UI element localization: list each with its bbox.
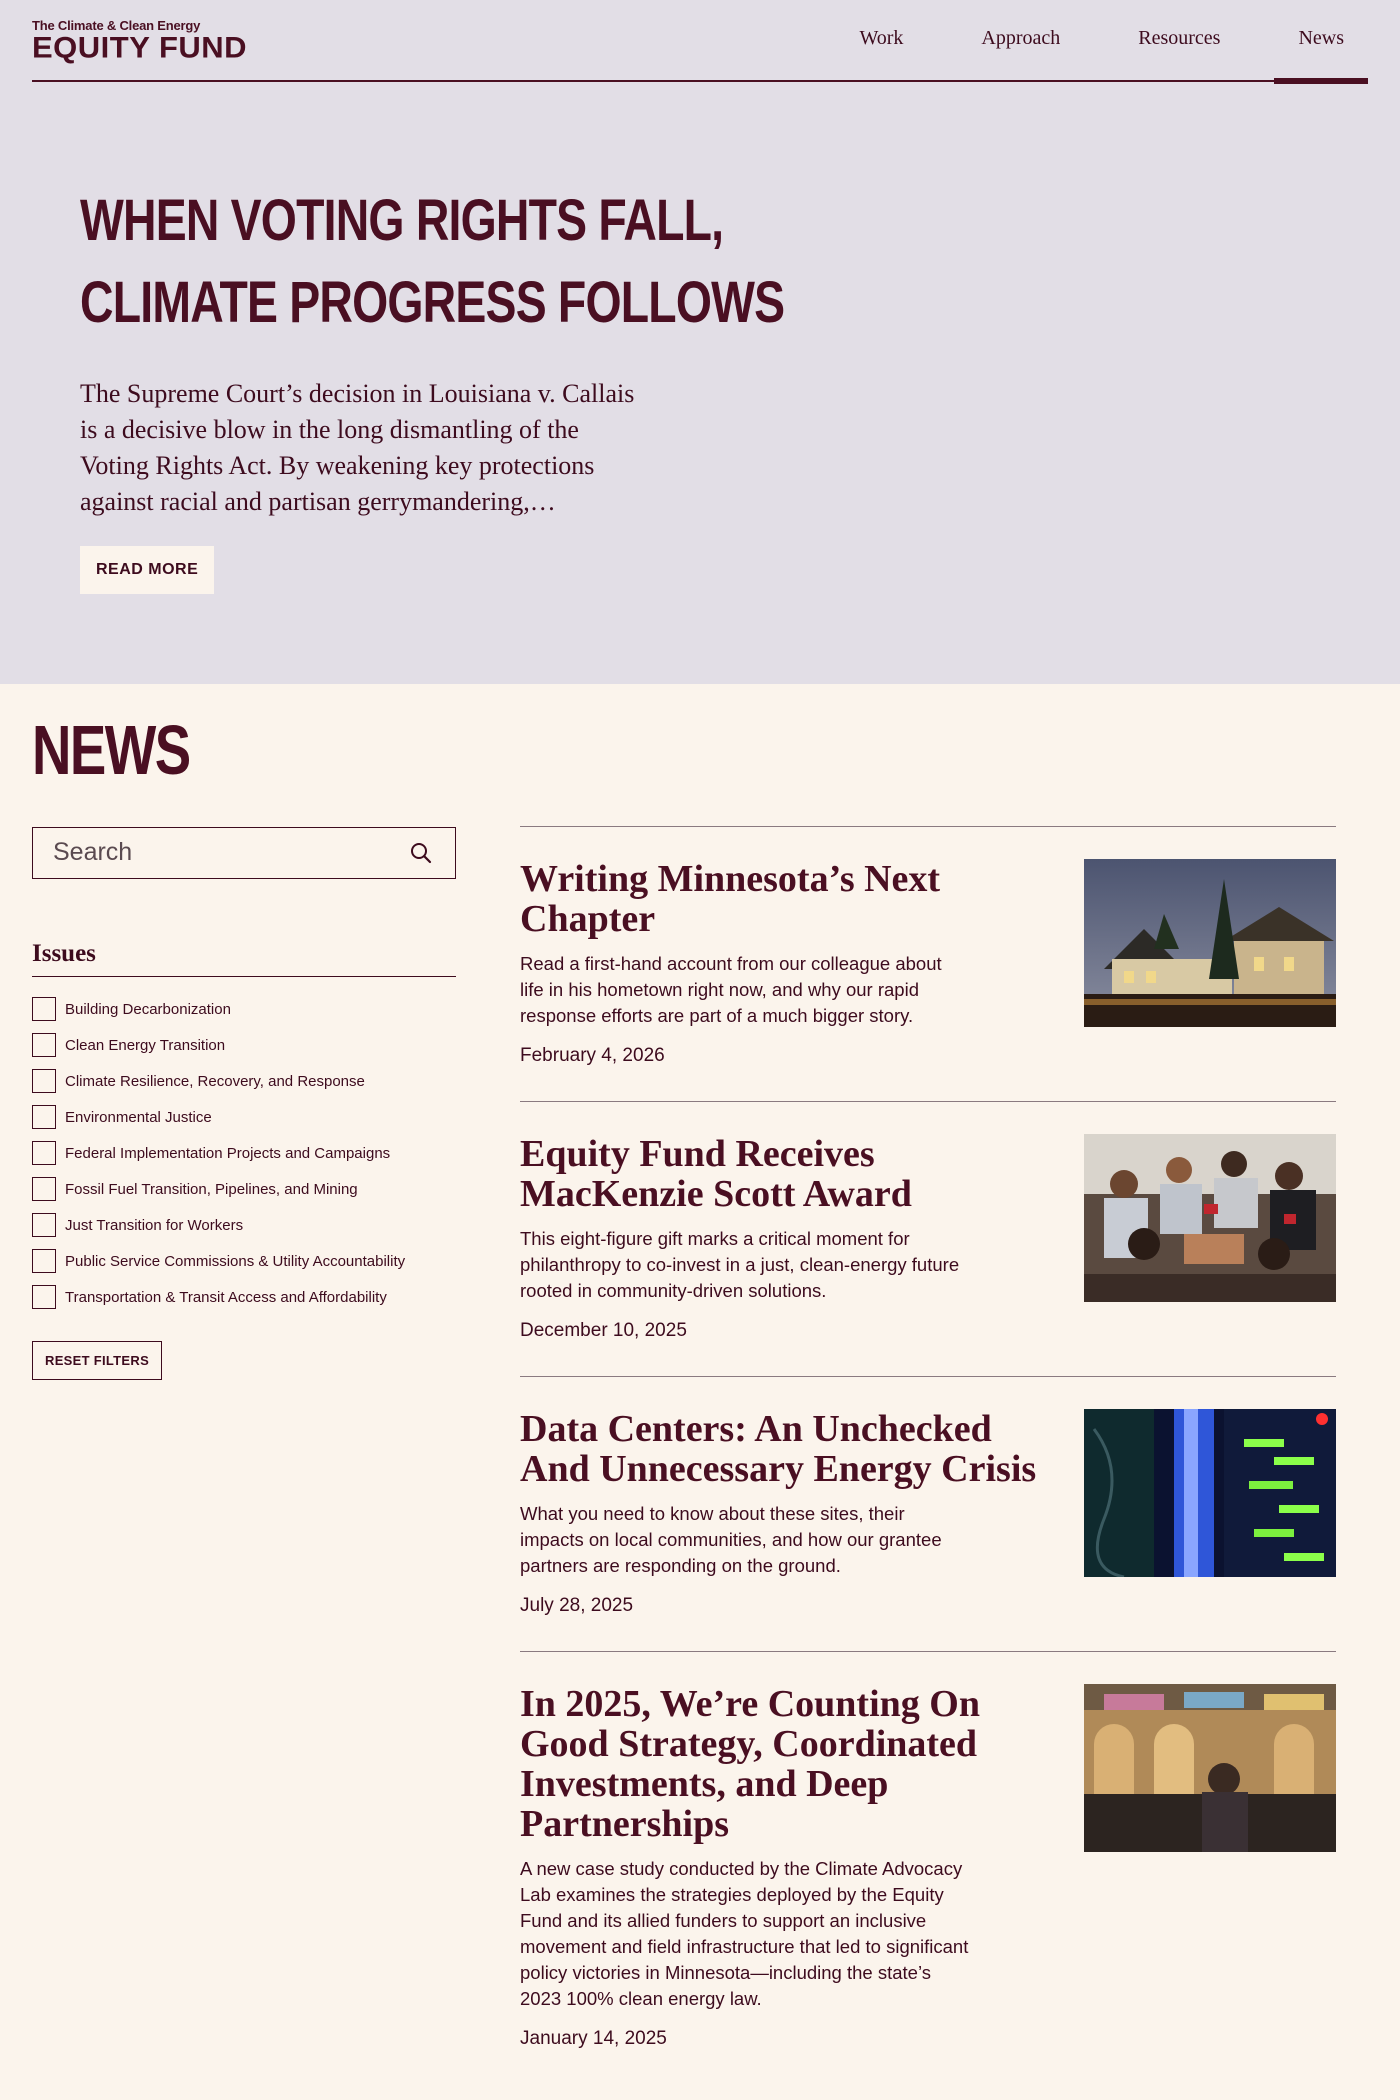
reset-filters-button[interactable]: RESET FILTERS bbox=[32, 1341, 162, 1380]
nav-item-news[interactable]: News bbox=[1274, 0, 1368, 82]
issue-label: Environmental Justice bbox=[65, 1108, 212, 1126]
issue-filter-just-transition[interactable] bbox=[32, 1207, 456, 1243]
hero-title-line-1: WHEN VOTING RIGHTS FALL, bbox=[80, 188, 724, 253]
issue-list bbox=[32, 991, 456, 1315]
issue-filter-transportation[interactable] bbox=[32, 1279, 456, 1315]
issue-filter-climate-resilience[interactable] bbox=[32, 1063, 456, 1099]
checkbox[interactable] bbox=[32, 1213, 56, 1237]
search-box bbox=[32, 827, 456, 879]
article-thumbnail[interactable] bbox=[1084, 1684, 1336, 1852]
article-text bbox=[520, 1409, 1050, 1651]
article-card bbox=[520, 1651, 1336, 2084]
issue-label: Climate Resilience, Recovery, and Response bbox=[65, 1072, 365, 1090]
issue-filter-environmental-justice[interactable] bbox=[32, 1099, 456, 1135]
team-huddle-photo bbox=[1084, 1134, 1336, 1302]
issue-label: Just Transition for Workers bbox=[65, 1216, 244, 1234]
issue-label: Public Service Commissions & Utility Accountability bbox=[65, 1252, 406, 1270]
article-thumbnail[interactable] bbox=[1084, 1134, 1336, 1302]
logo-wordmark: EQUITY FUND bbox=[32, 30, 248, 65]
checkbox[interactable] bbox=[32, 1177, 56, 1201]
issue-filter-federal-implementation[interactable] bbox=[32, 1135, 456, 1171]
site-logo[interactable] bbox=[32, 18, 247, 63]
server-rack-photo bbox=[1084, 1409, 1336, 1577]
issue-label: Transportation & Transit Access and Affordability bbox=[65, 1288, 387, 1306]
search-icon[interactable] bbox=[409, 841, 433, 865]
checkbox[interactable] bbox=[32, 997, 56, 1021]
vigil-photo bbox=[1084, 859, 1336, 1027]
page-title: NEWS bbox=[32, 711, 190, 789]
hero-summary: The Supreme Court’s decision in Louisiana v. Callais is a decisive blow in the long dismantling of the Voting Rights Act. By weakening key protections against racial and partisan gerrymandering,… bbox=[80, 379, 635, 516]
rotunda-rally-photo bbox=[1084, 1684, 1336, 1852]
issue-filter-clean-energy-transition[interactable] bbox=[32, 1027, 456, 1063]
article-title[interactable]: Equity Fund Receives MacKenzie Scott Award bbox=[520, 1133, 912, 1215]
nav-item-approach[interactable]: Approach bbox=[981, 27, 1061, 49]
main-nav bbox=[805, 0, 1368, 82]
checkbox[interactable] bbox=[32, 1249, 56, 1273]
article-title[interactable]: Data Centers: An Unchecked And Unnecessary Energy Crisis bbox=[520, 1408, 1037, 1490]
featured-story bbox=[80, 180, 785, 594]
article-title[interactable]: Writing Minnesota’s Next Chapter bbox=[520, 858, 941, 940]
article-text bbox=[520, 1684, 1050, 2084]
article-text bbox=[520, 859, 1050, 1101]
article-excerpt: What you need to know about these sites, their impacts on local communities, and how our grantee partners are responding on the ground. bbox=[520, 1503, 942, 1576]
issue-filter-public-service-commissions[interactable] bbox=[32, 1243, 456, 1279]
read-more-button[interactable]: READ MORE bbox=[80, 546, 214, 594]
article-date: July 28, 2025 bbox=[520, 1595, 634, 1616]
issues-filter bbox=[32, 940, 456, 1380]
issue-label: Clean Energy Transition bbox=[65, 1036, 226, 1054]
article-excerpt: A new case study conducted by the Climate Advocacy Lab examines the strategies deployed by the Equity Fund and its allied funders to support an inclusive movement and field infrastructure that led to significant policy victories in Minnesota—including the state’s 2023 100% clean energy law. bbox=[520, 1858, 969, 2009]
article-thumbnail[interactable] bbox=[1084, 1409, 1336, 1577]
article-excerpt: This eight-figure gift marks a critical moment for philanthropy to co-invest in a just, clean-energy future rooted in community-driven solutions. bbox=[520, 1228, 960, 1301]
checkbox[interactable] bbox=[32, 1105, 56, 1129]
site-header bbox=[32, 0, 1368, 82]
checkbox[interactable] bbox=[32, 1285, 56, 1309]
article-excerpt: Read a first-hand account from our colleague about life in his hometown right now, and why our rapid response efforts are part of a much bigger story. bbox=[520, 953, 942, 1026]
issues-heading: Issues bbox=[32, 940, 456, 977]
nav-item-work[interactable]: Work bbox=[859, 27, 904, 49]
hero-title-line-2: CLIMATE PROGRESS FOLLOWS bbox=[80, 270, 785, 335]
article-date: February 4, 2026 bbox=[520, 1045, 665, 1066]
issue-label: Fossil Fuel Transition, Pipelines, and Mining bbox=[65, 1180, 358, 1198]
search-input[interactable] bbox=[33, 828, 393, 876]
article-card bbox=[520, 1376, 1336, 1651]
article-list bbox=[520, 826, 1336, 2084]
issue-filter-building-decarbonization[interactable] bbox=[32, 991, 456, 1027]
issue-label: Federal Implementation Projects and Campaigns bbox=[65, 1144, 391, 1162]
article-date: December 10, 2025 bbox=[520, 1320, 687, 1341]
issue-label: Building Decarbonization bbox=[65, 1000, 231, 1018]
issue-filter-fossil-fuel-transition[interactable] bbox=[32, 1171, 456, 1207]
checkbox[interactable] bbox=[32, 1141, 56, 1165]
nav-item-resources[interactable]: Resources bbox=[1138, 27, 1221, 49]
article-date: January 14, 2025 bbox=[520, 2028, 667, 2049]
article-text bbox=[520, 1134, 1050, 1376]
article-thumbnail[interactable] bbox=[1084, 859, 1336, 1027]
logo-tagline: The Climate & Clean Energy bbox=[32, 18, 201, 33]
checkbox[interactable] bbox=[32, 1069, 56, 1093]
article-card bbox=[520, 1101, 1336, 1376]
article-card bbox=[520, 826, 1336, 1101]
article-title[interactable]: In 2025, We’re Counting On Good Strategy, Coordinated Investments, and Deep Partnerships bbox=[520, 1683, 980, 1845]
checkbox[interactable] bbox=[32, 1033, 56, 1057]
